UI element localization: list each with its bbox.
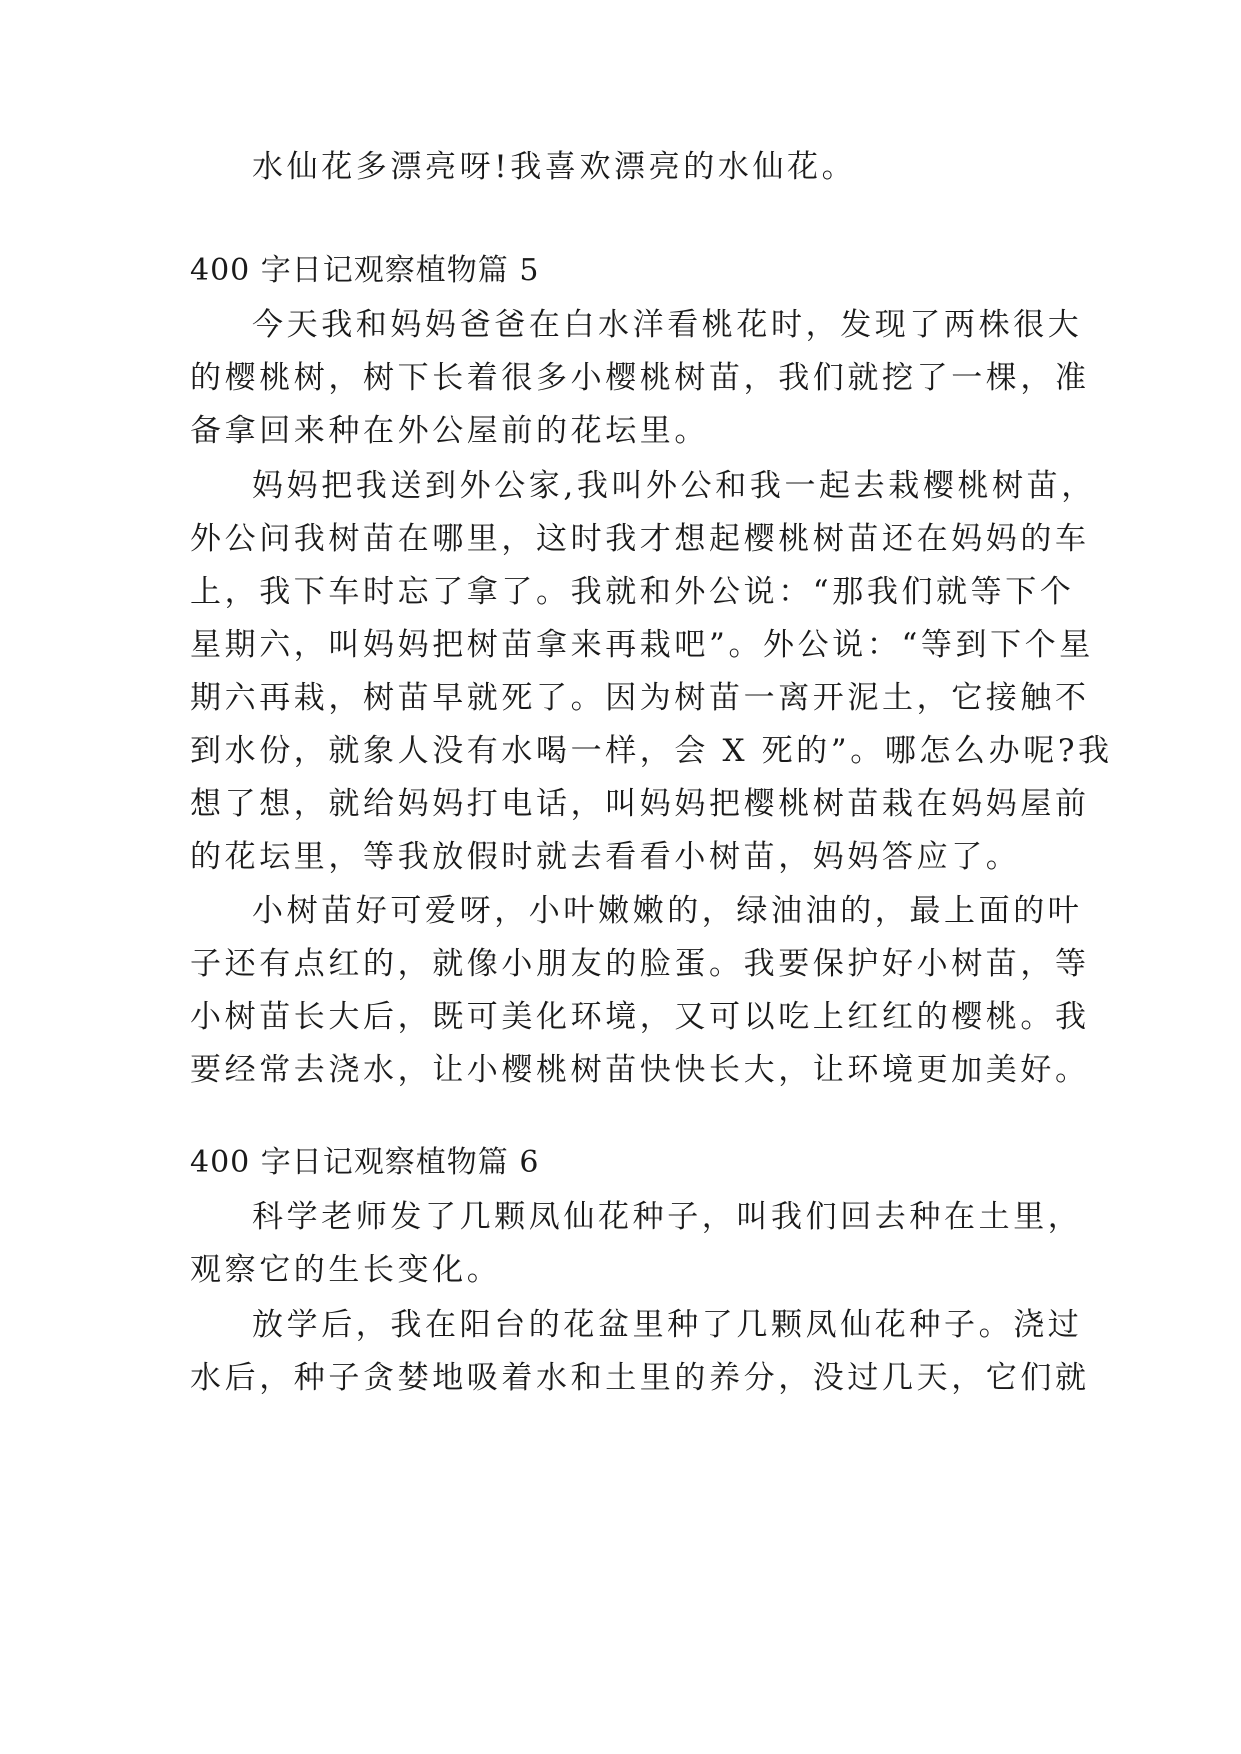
text-line: 小树苗好可爱呀，小叶嫩嫩的，绿油油的，最上面的叶 [252, 893, 1083, 929]
text-line: 星期六，叫妈妈把树苗拿来再栽吧”。外公说：“等到下个星 [190, 627, 1094, 663]
text-line: 放学后，我在阳台的花盆里种了几颗凤仙花种子。浇过 [252, 1307, 1083, 1343]
text-line: 上，我下车时忘了拿了。我就和外公说：“那我们就等下个 [190, 574, 1075, 610]
text-line: 外公问我树苗在哪里，这时我才想起樱桃树苗还在妈妈的车 [190, 521, 1090, 557]
text-line: 科学老师发了几颗凤仙花种子，叫我们回去种在土里， [252, 1199, 1083, 1235]
intro-line: 水仙花多漂亮呀!我喜欢漂亮的水仙花。 [252, 149, 857, 185]
text-line: 备拿回来种在外公屋前的花坛里。 [190, 413, 709, 449]
text-line: 想了想，就给妈妈打电话，叫妈妈把樱桃树苗栽在妈妈屋前 [190, 786, 1090, 822]
text-line: 观察它的生长变化。 [190, 1252, 502, 1288]
text-line: 水后，种子贪婪地吸着水和土里的养分，没过几天，它们就 [190, 1360, 1090, 1396]
text-line: 期六再栽，树苗早就死了。因为树苗一离开泥土，它接触不 [190, 680, 1090, 716]
text-line: 子还有点红的，就像小朋友的脸蛋。我要保护好小树苗，等 [190, 946, 1090, 982]
section-6-heading: 400 字日记观察植物篇 6 [190, 1145, 540, 1180]
text-line: 要经常去浇水，让小樱桃树苗快快长大，让环境更加美好。 [190, 1052, 1090, 1088]
text-line: 的花坛里，等我放假时就去看看小树苗，妈妈答应了。 [190, 839, 1021, 875]
text-line: 今天我和妈妈爸爸在白水洋看桃花时，发现了两株很大 [252, 307, 1083, 343]
text-line: 到水份，就象人没有水喝一样，会 X 死的”。哪怎么办呢?我 [190, 733, 1113, 769]
text-line: 妈妈把我送到外公家,我叫外公和我一起去栽樱桃树苗， [252, 468, 1096, 504]
text-line: 小树苗长大后，既可美化环境，又可以吃上红红的樱桃。我 [190, 999, 1090, 1035]
section-5-heading: 400 字日记观察植物篇 5 [190, 253, 540, 288]
text-line: 的樱桃树，树下长着很多小樱桃树苗，我们就挖了一棵，准 [190, 360, 1090, 396]
